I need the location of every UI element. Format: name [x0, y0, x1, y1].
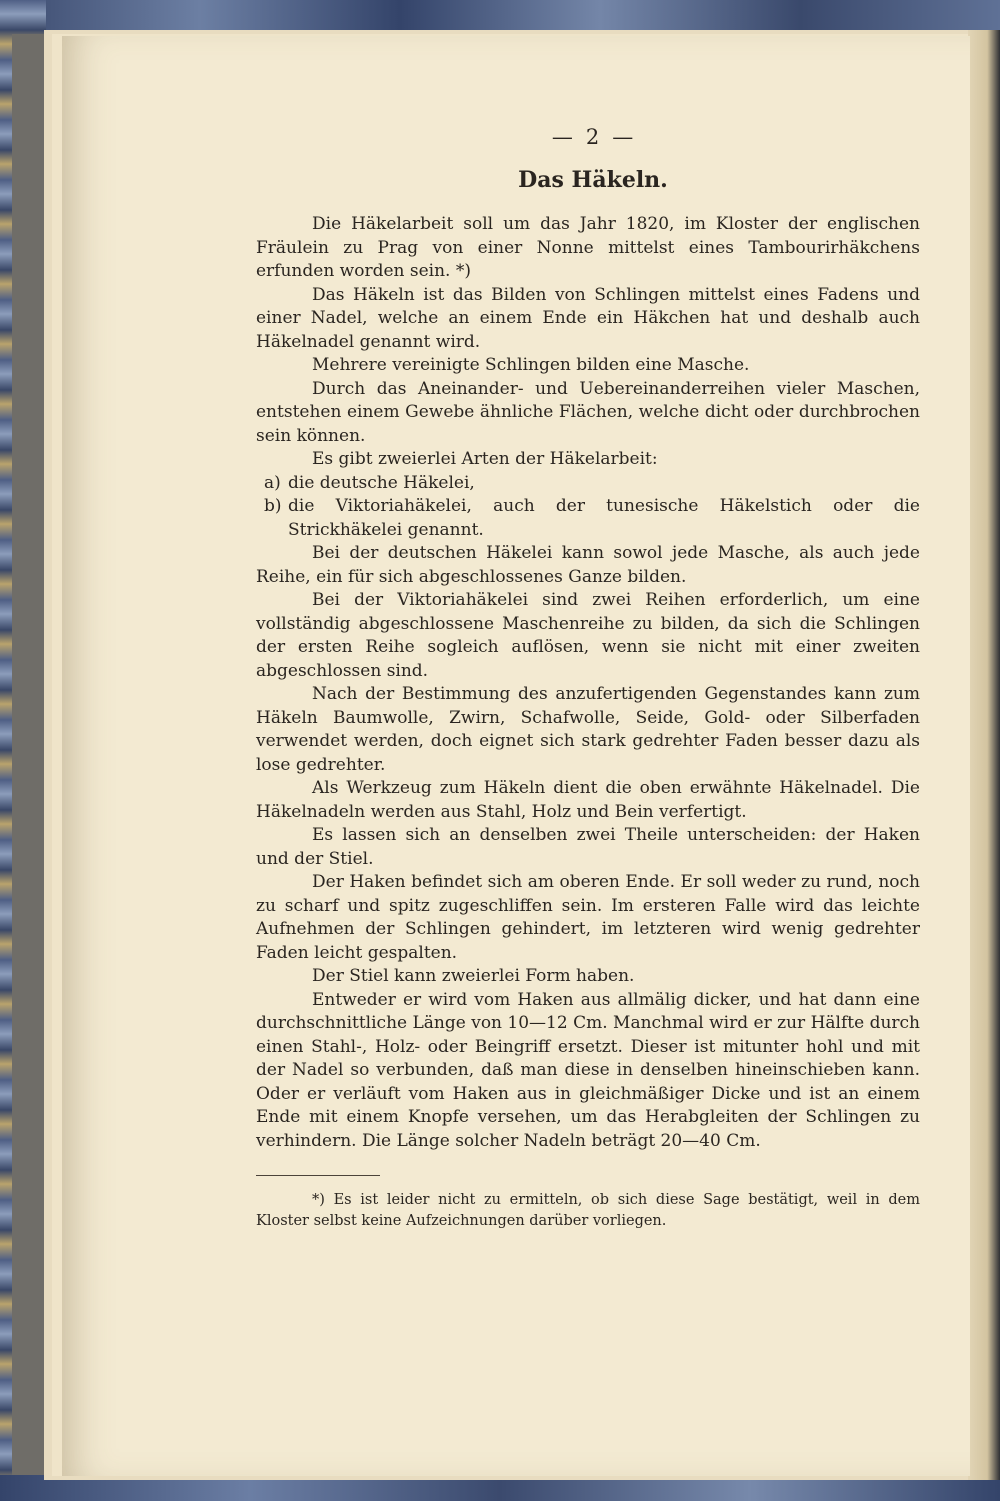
- page-number: 2: [585, 125, 601, 149]
- footnote-divider: [256, 1175, 380, 1176]
- paragraph: Es lassen sich an denselben zwei Theile unterscheiden: der Haken und der Stiel.: [256, 825, 920, 869]
- paragraph: Der Haken befindet sich am oberen Ende. Er soll weder zu rund, noch zu scharf und spitz zugeschliffen sein. Im ersteren Falle wird das leichte Aufnehmen der Schlingen gehindert, im letzteren wird wenig gedrehter Faden leicht gespalten.: [256, 872, 920, 963]
- paragraph: Bei der Viktoriahäkelei sind zwei Reihen erforderlich, um eine vollständig abgeschlossene Maschenreihe zu bilden, da sich die Schlingen der ersten Reihe sogleich auflösen, wenn sie nicht mit einer zweiten abgeschlossen sind.: [256, 590, 920, 681]
- page-content: [256, 125, 920, 1232]
- book-spine: [12, 34, 48, 1484]
- list-marker: b): [264, 496, 282, 516]
- paragraph: Durch das Aneinander- und Uebereinanderreihen vieler Maschen, entstehen einem Gewebe ähnliche Flächen, welche dicht oder durchbrochen sein können.: [256, 378, 920, 446]
- paragraph: Das Häkeln ist das Bilden von Schlingen mittelst eines Fadens und einer Nadel, welche an einem Ende ein Häkchen hat und deshalb auch Häkelnadel genannt wird.: [256, 284, 920, 352]
- paragraph: Bei der deutschen Häkelei kann sowol jede Masche, als auch jede Reihe, ein für sich abgeschlossenes Ganze bilden.: [256, 543, 920, 587]
- list-item: [256, 495, 920, 542]
- list-item-text: die Viktoriahäkelei, auch der tunesische Häkelstich oder die Strickhäkelei genannt.: [288, 496, 920, 540]
- list-marker: a): [264, 472, 281, 493]
- page-right-edge: [968, 30, 1000, 1480]
- paragraph: Der Stiel kann zweierlei Form haben.: [312, 966, 635, 986]
- list-item-text: die deutsche Häkelei,: [288, 472, 475, 493]
- paragraph: Die Häkelarbeit soll um das Jahr 1820, im Kloster der englischen Fräulein zu Prag von einer Nonne mittelst eines Tambourirhäkchens erfunden worden sein. *): [256, 214, 920, 281]
- paragraph: Entweder er wird vom Haken aus allmälig dicker, und hat dann eine durchschnittliche Länge von 10—12 Cm. Manchmal wird er zur Hälfte durch einen Stahl-, Holz- oder Beingriff ersetzt. Dieser ist mitunter hohl und mit der Nadel so verbunden, daß man diese in denselben hineinschieben kann. Oder er verläuft vom Haken aus in gleichmäßiger Dicke und ist an einem Ende mit einem Knopfe versehen, um das Herabgleiten der Schlingen zu verhindern. Die Länge solcher Nadeln beträgt 20—40 Cm.: [256, 989, 920, 1151]
- paragraph: Mehrere vereinigte Schlingen bilden eine Masche.: [312, 355, 750, 375]
- chapter-title: Das Häkeln.: [518, 167, 668, 193]
- crochet-types-list: [256, 472, 920, 543]
- footnote: *) Es ist leider nicht zu ermitteln, ob sich diese Sage bestätigt, weil in dem Kloster selbst keine Aufzeichnungen darüber vorliegen.: [256, 1192, 920, 1229]
- page-number-line: — 2 —: [551, 125, 635, 149]
- paragraph: Es gibt zweierlei Arten der Häkelarbeit:: [312, 449, 658, 469]
- paragraph: Nach der Bestimmung des anzufertigenden Gegenstandes kann zum Häkeln Baumwolle, Zwirn, Schafwolle, Seide, Gold- oder Silberfaden verwendet werden, doch eignet sich stark gedrehter Faden besser dazu als lose gedrehter.: [256, 684, 920, 775]
- paragraph: Als Werkzeug zum Häkeln dient die oben erwähnte Häkelnadel. Die Häkelnadeln werden aus Stahl, Holz und Bein verfertigt.: [256, 778, 920, 822]
- list-item: [256, 472, 920, 496]
